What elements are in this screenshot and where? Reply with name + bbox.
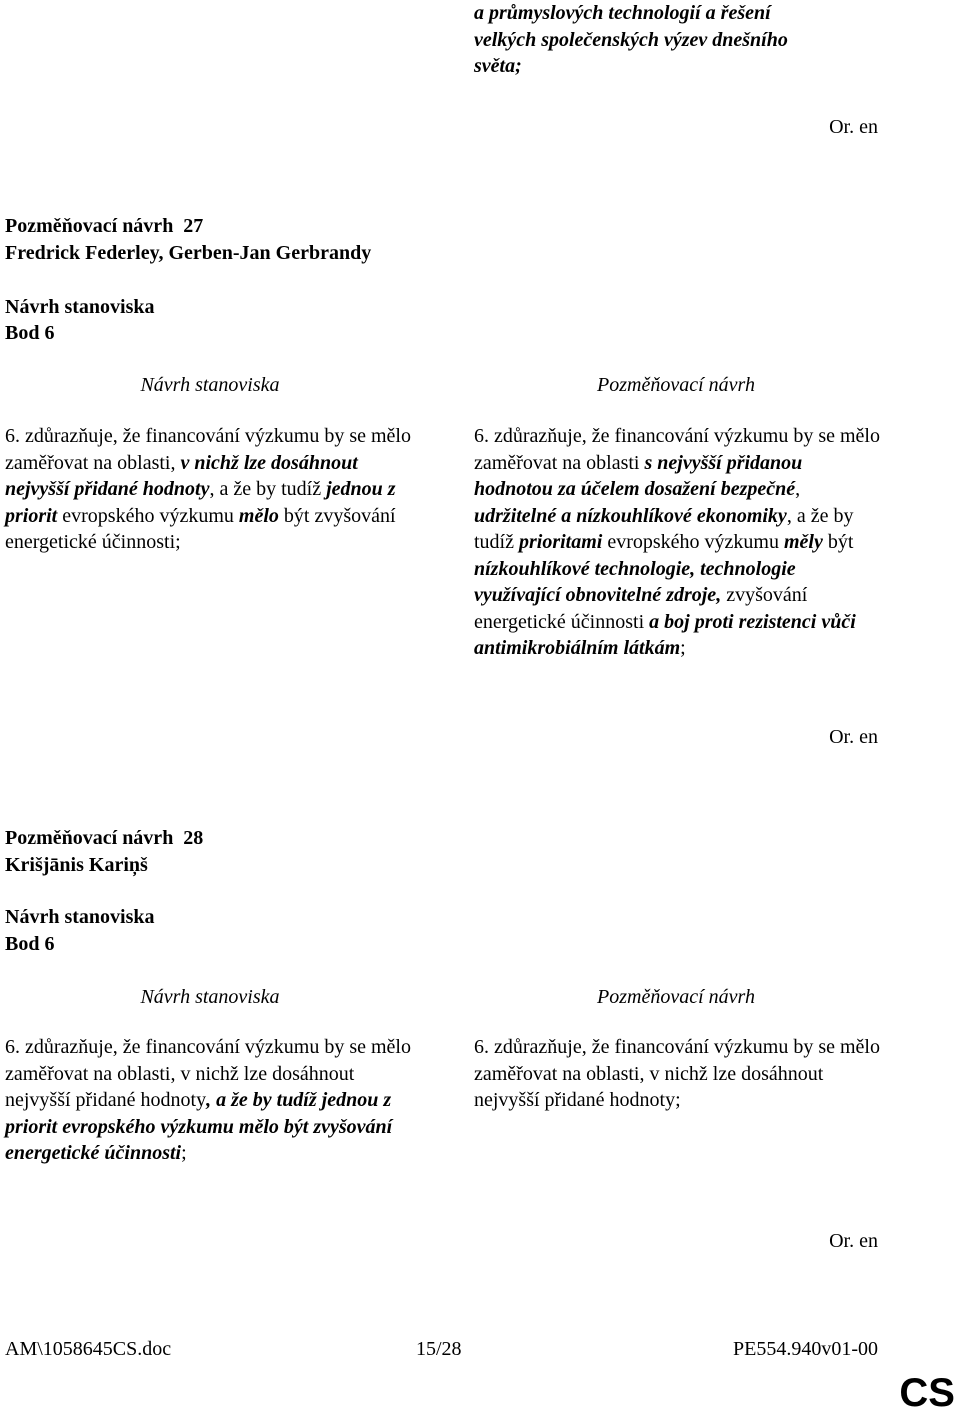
amendment-27-heading: Pozměňovací návrh 27	[5, 215, 204, 237]
a27-right-part-2: s nejvyšší přidanou hodnotou za účelem dosažení bezpečné	[474, 451, 803, 500]
a27-right-part-12: a boj proti rezistenci vůči antimikrobiálním látkám	[474, 610, 856, 659]
amendment-28-original-language: Or. en	[829, 1230, 878, 1252]
amendment-27-left-header: Návrh stanoviska	[140, 374, 280, 396]
a27-left-part-3: , a že by tudíž	[209, 478, 327, 500]
continued-line-1: a průmyslových technologií a řešení	[474, 2, 771, 24]
a27-left-part-6: mělo	[238, 504, 279, 527]
continued-line-2: velkých společenských výzev dnešního	[474, 28, 788, 51]
amendment-28-heading: Pozměňovací návrh 28	[5, 827, 204, 849]
a27-right-part-5: , a že by tudíž	[474, 504, 854, 553]
a27-left-part-7: být zvyšování energetické účinnosti;	[5, 504, 396, 553]
amendment-28-authors: Krišjānis Kariņš	[5, 854, 148, 876]
amendment-28-point: Bod 6	[5, 933, 55, 955]
footer-filename: AM\1058645CS.doc	[5, 1338, 172, 1360]
a27-right-part-13: ;	[680, 637, 686, 659]
a27-right-part-11: zvyšování energetické účinnosti	[474, 584, 808, 633]
a28-left-part-2: , a že by tudíž jednou z priorit evropského výzkumu mělo být zvyšování energetické účinnosti	[5, 1089, 393, 1164]
footer-page-number: 15/28	[416, 1338, 462, 1360]
a27-left-part-4: jednou z priorit	[5, 478, 396, 527]
a27-right-part-6: prioritami	[519, 531, 603, 553]
amendment-28-left-header: Návrh stanoviska	[140, 986, 280, 1008]
a28-left-part-3: ;	[181, 1142, 187, 1164]
amendment-27-authors: Fredrick Federley, Gerben-Jan Gerbrandy	[5, 242, 372, 264]
footer-reference: PE554.940v01-00	[733, 1338, 878, 1360]
a27-left-part-1: 6. zdůrazňuje, že financování výzkumu by se mělo zaměřovat na oblasti,	[5, 425, 411, 474]
a27-right-part-9: být	[822, 531, 854, 553]
amendment-28-left-text	[5, 1034, 420, 1167]
amendment-28-right-text	[474, 1034, 884, 1114]
amendment-27-original-language: Or. en	[829, 726, 878, 748]
amendment-27-right-text	[474, 423, 884, 662]
a28-right-part-1: 6. zdůrazňuje, že financování výzkumu by se mělo zaměřovat na oblasti, v nichž lze dosáhnout nejvyšší přidané hodnoty;	[474, 1036, 880, 1111]
a27-right-part-3: ,	[795, 478, 801, 500]
a27-right-part-8: měly	[784, 531, 823, 553]
footer-language-code: CS	[899, 1371, 955, 1415]
a27-right-part-1: 6. zdůrazňuje, že financování výzkumu by se mělo zaměřovat na oblasti	[474, 425, 880, 474]
continued-line-3: světa;	[474, 55, 522, 77]
a27-right-part-10: nízkouhlíkové technologie, technologie využívající obnovitelné zdroje,	[474, 557, 796, 606]
amendment-27-document: Návrh stanoviska	[5, 296, 155, 318]
amendment-27-point: Bod 6	[5, 322, 55, 344]
original-language-1: Or. en	[829, 116, 878, 138]
a27-right-part-7: evropského výzkumu	[602, 531, 784, 553]
a27-left-part-2: v nichž lze dosáhnout nejvyšší přidané hodnoty	[5, 451, 358, 500]
amendment-27-right-header: Pozměňovací návrh	[597, 374, 755, 396]
amendment-27-left-text	[5, 423, 420, 556]
a27-right-part-4: udržitelné a nízkouhlíkové ekonomiky	[474, 504, 787, 527]
a27-left-part-5: evropského výzkumu	[57, 504, 239, 527]
continued-amendment-text	[474, 0, 894, 80]
amendment-28-document: Návrh stanoviska	[5, 906, 155, 928]
a28-left-part-1: 6. zdůrazňuje, že financování výzkumu by se mělo zaměřovat na oblasti, v nichž lze dosáhnout nejvyšší přidané hodnoty	[5, 1036, 411, 1111]
amendment-28-right-header: Pozměňovací návrh	[597, 986, 755, 1008]
